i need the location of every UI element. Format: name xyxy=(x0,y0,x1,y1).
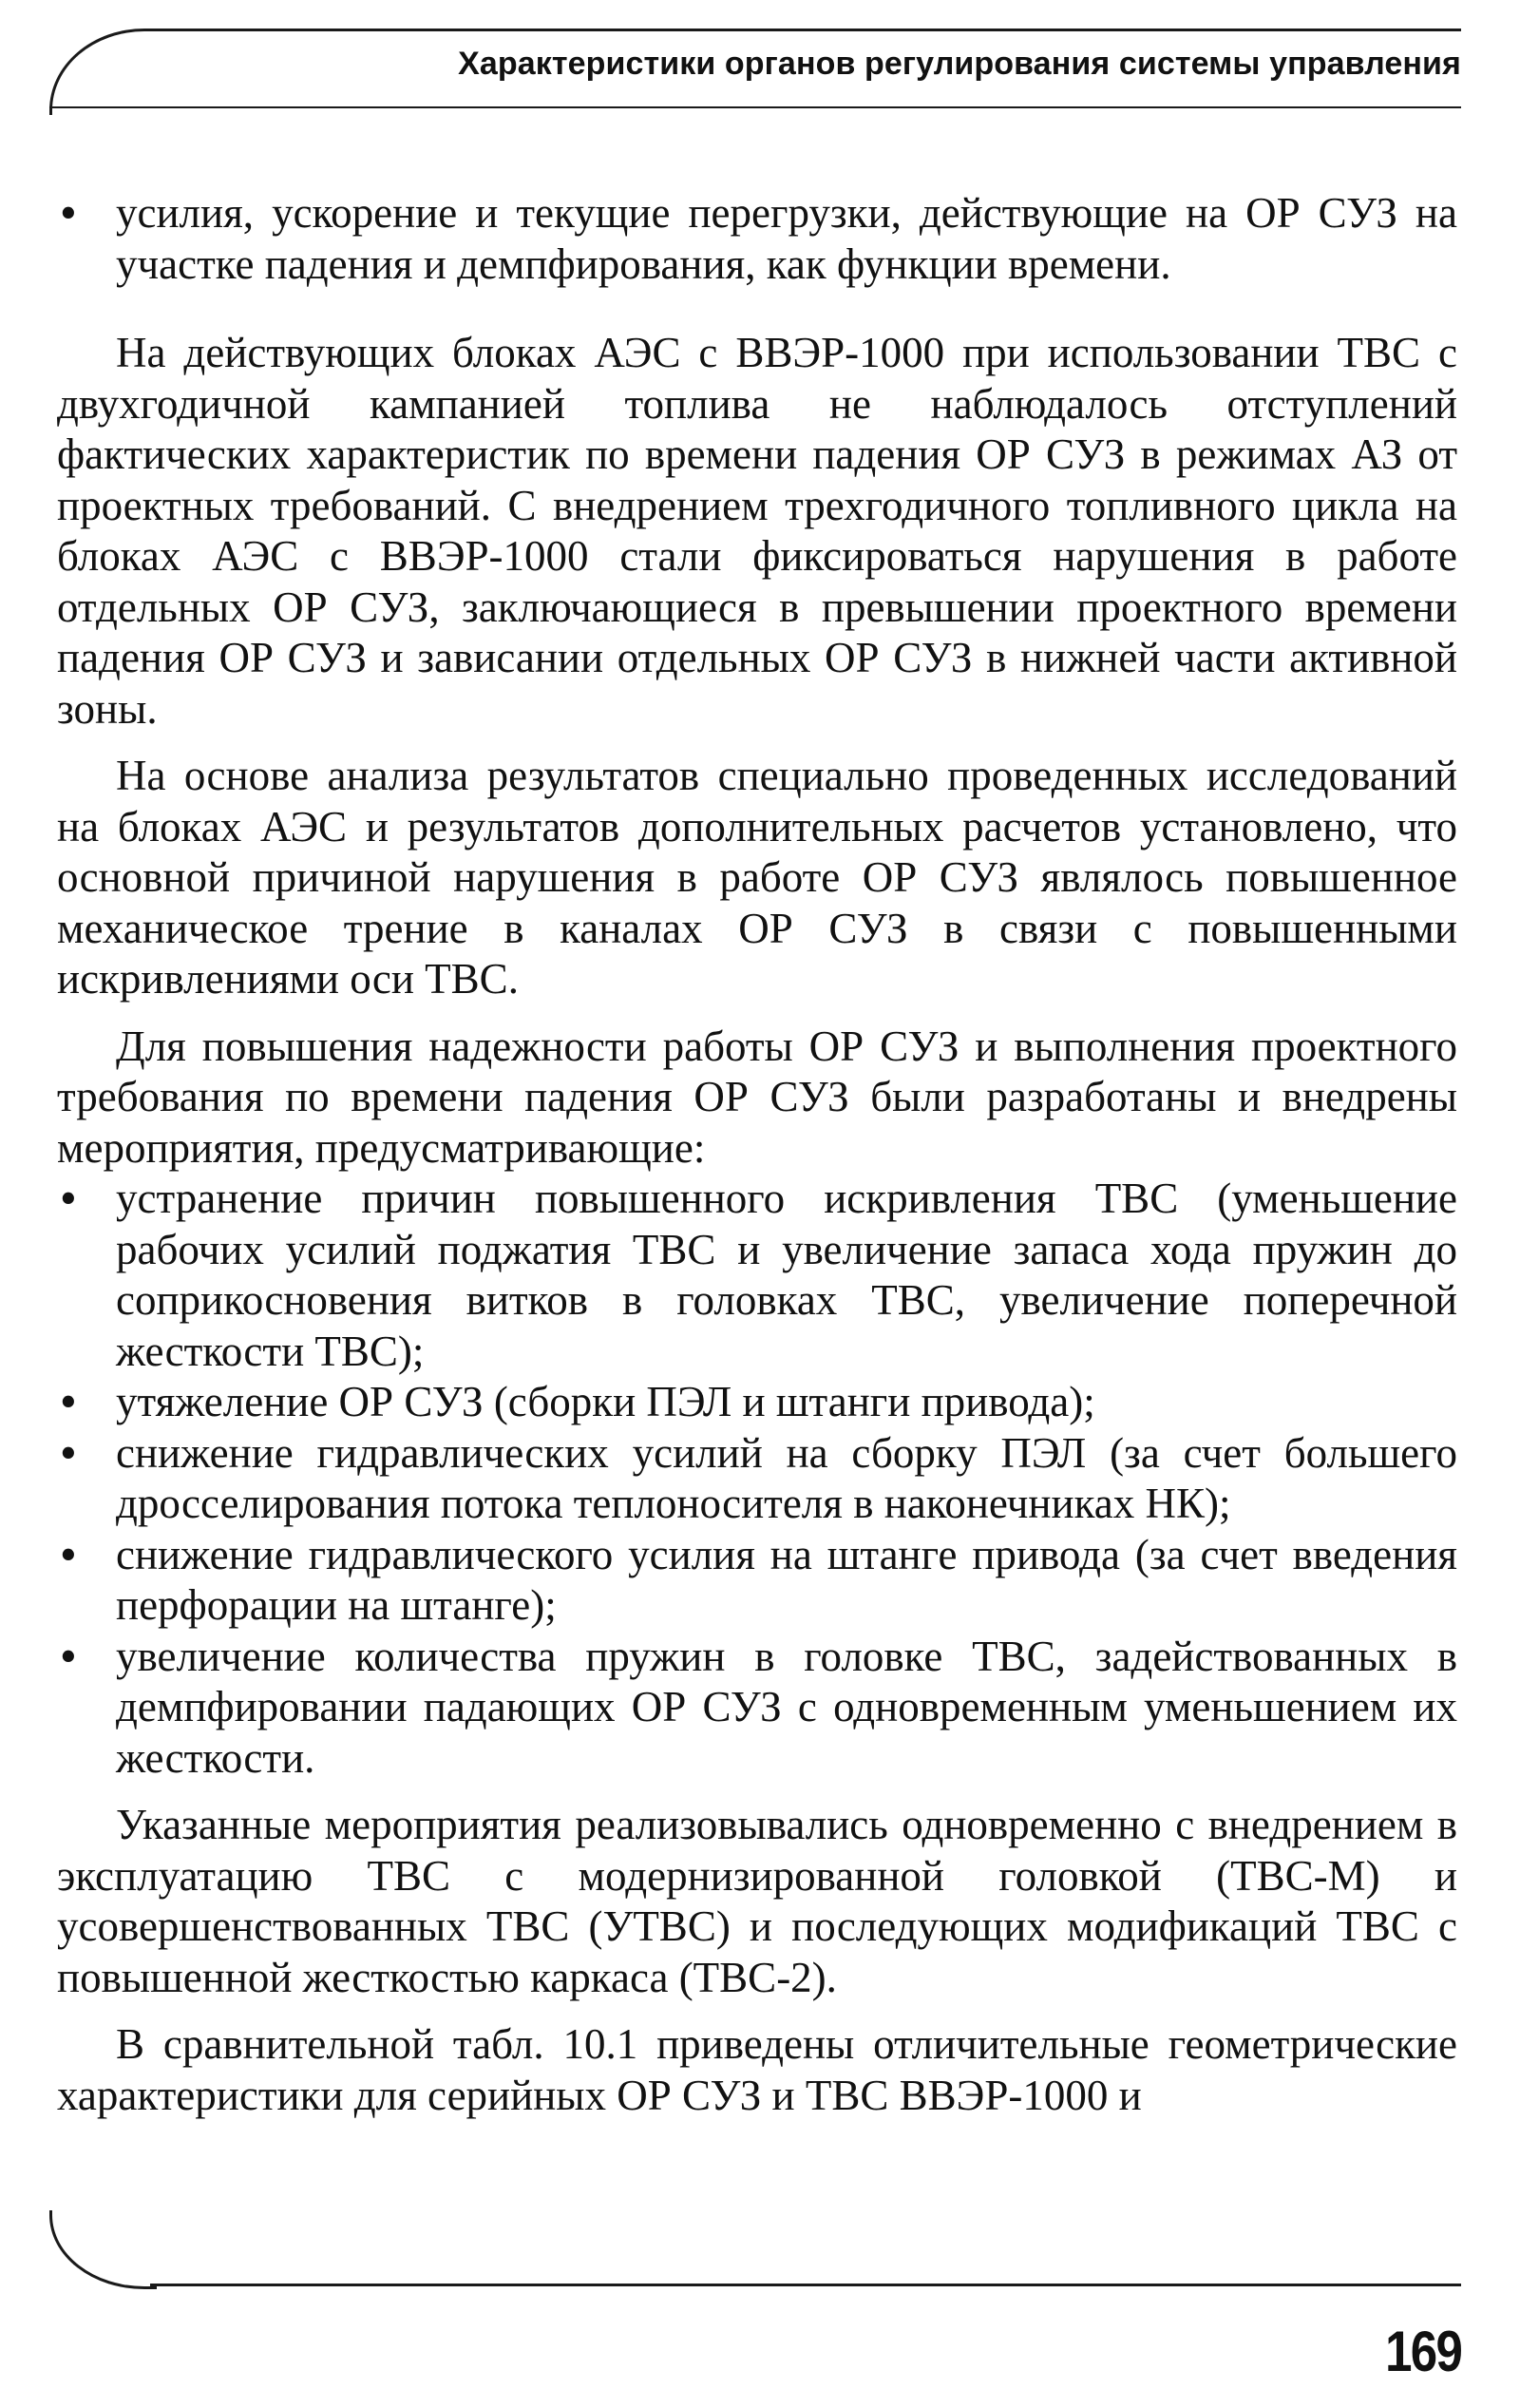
bullet-dot: • xyxy=(61,1530,76,1578)
measure-text: увеличение количества пружин в головке ТВС, задействованных в демпфировании падающих ОР СУЗ с одновременным уменьшением их жесткости. xyxy=(116,1632,1457,1782)
bullet-dot: • xyxy=(61,1428,76,1477)
footer-corner-arc xyxy=(49,2210,157,2289)
measure-text: снижение гидравлического усилия на штанге привода (за счет введения перфорации на штанге); xyxy=(116,1530,1457,1629)
measure-item xyxy=(57,1530,1457,1632)
measure-item xyxy=(57,1174,1457,1377)
measures-list xyxy=(57,1174,1457,1784)
bullet-text: усилия, ускорение и текущие перегрузки, действующие на ОР СУЗ на участке падения и демпфирования, как функции времени. xyxy=(116,189,1457,288)
bullet-dot: • xyxy=(61,1378,76,1425)
header-bottom-rule xyxy=(49,106,1461,108)
page-number: 169 xyxy=(1385,2320,1461,2383)
paragraph: В сравнительной табл. 10.1 приведены отличительные геометрические характеристики для серийных ОР СУЗ и ТВС ВВЭР-1000 и xyxy=(57,2020,1457,2119)
measure-text: устранение причин повышенного искривления ТВС (уменьшение рабочих усилий поджатия ТВС и увеличение запаса хода пружин до соприкосновения витков в головках ТВС, увеличение поперечной жесткости ТВС); xyxy=(116,1175,1457,1375)
paragraph: На основе анализа результатов специально проведенных исследований на блоках АЭС и результатов дополнительных расчетов установлено, что основной причиной нарушения в работе ОР СУЗ являлось повышенное механическое трение в каналах ОР СУЗ в связи с повышенными искривлениями оси ТВС. xyxy=(57,752,1457,1003)
page-body xyxy=(57,188,1457,2137)
bullet-item xyxy=(57,188,1457,290)
running-head-title: Характеристики органов регулирования системы управления xyxy=(458,46,1461,82)
paragraph: Для повышения надежности работы ОР СУЗ и выполнения проектного требования по времени падения ОР СУЗ были разработаны и внедрены мероприятия, предусматривающие: xyxy=(57,1022,1457,1172)
bullet-dot: • xyxy=(61,1175,76,1222)
measure-item xyxy=(57,1377,1457,1428)
header-top-rule xyxy=(152,29,1461,31)
paragraph: На действующих блоках АЭС с ВВЭР-1000 при использовании ТВС с двухгодичной кампанией топлива не наблюдалось отступлений фактических характеристик по времени падения ОР СУЗ в режимах АЗ от проектных требований. С внедрением трехгодичного топливного цикла на блоках АЭС с ВВЭР-1000 стали фиксироваться нарушения в работе отдельных ОР СУЗ, заключающиеся в превышении проектного времени падения ОР СУЗ и зависании отдельных ОР СУЗ в нижней части активной зоны. xyxy=(57,329,1457,733)
footer-rule xyxy=(150,2284,1461,2286)
measure-text: утяжеление ОР СУЗ (сборки ПЭЛ и штанги привода); xyxy=(116,1378,1095,1425)
bullet-dot: • xyxy=(61,189,76,237)
measure-item xyxy=(57,1428,1457,1530)
measure-item xyxy=(57,1632,1457,1785)
measure-text: снижение гидравлических усилий на сборку ПЭЛ (за счет большего дросселирования потока теплоносителя в наконечниках НК); xyxy=(116,1428,1457,1527)
bullet-dot: • xyxy=(61,1632,76,1680)
paragraph: Указанные мероприятия реализовывались одновременно с внедрением в эксплуатацию ТВС с модернизированной головкой (ТВС-М) и усовершенствованных ТВС (УТВС) и последующих модификаций ТВС с повышенной жесткостью каркаса (ТВС-2). xyxy=(57,1801,1457,2001)
header-corner-arc xyxy=(49,29,157,115)
